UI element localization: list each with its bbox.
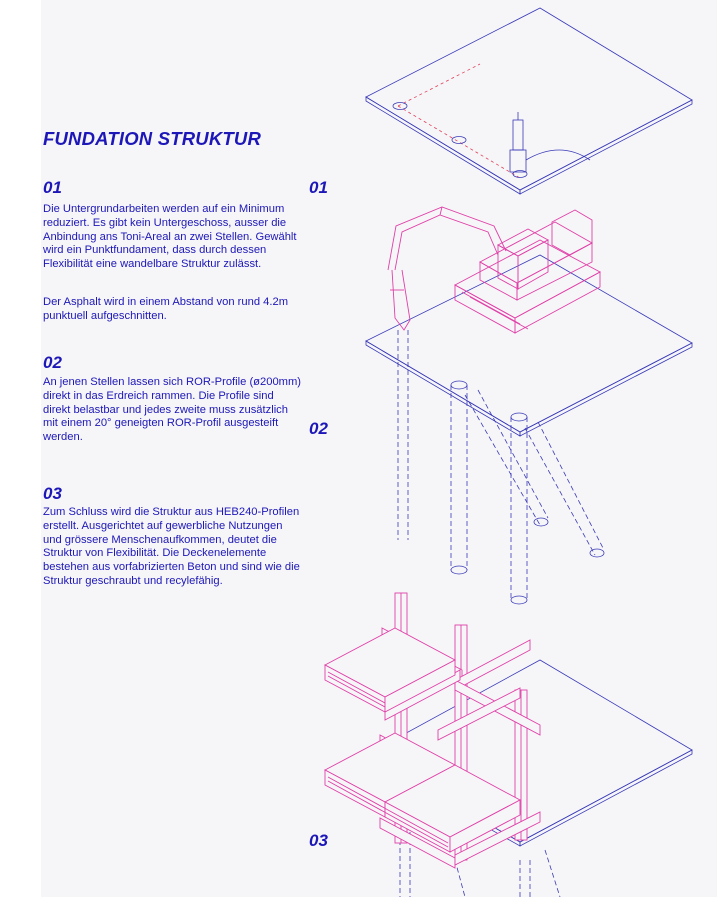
stage-01-slab [366, 8, 692, 194]
diagram-label-02: 02 [309, 419, 328, 438]
page-title: FUNDATION STRUKTUR [43, 128, 262, 149]
stage-02-slab [366, 255, 692, 604]
section-03-paragraph-1: Zum Schluss wird die Struktur aus HEB240-Profilen erstellt. Ausgerichtet auf gewerbliche Nutzungen und grössere Menschenaufkommen, deutet die Struktur von Flexibilität. Die Deckenelemente bestehen aus vorfabrizierten Beton und sind wie die Struktur geschraubt und recylefähig. [43, 506, 300, 587]
diagram-label-03: 03 [309, 831, 328, 850]
section-number-03: 03 [43, 484, 62, 503]
section-number-01: 01 [43, 178, 62, 197]
section-number-02: 02 [43, 353, 62, 372]
section-01-paragraph-2: Der Asphalt wird in einem Abstand von rund 4.2m punktuell aufgeschnitten. [43, 296, 289, 322]
diagram-label-01: 01 [309, 178, 328, 197]
section-02-paragraph-1: An jenen Stellen lassen sich ROR-Profile (ø200mm) direkt in das Erdreich rammen. Die Profile sind direkt belastbar und jedes zweite muss zusätzlich mit einem 20° geneigten ROR-Profil ausgesteift werden. [43, 376, 302, 444]
section-01-paragraph-1: Die Untergrundarbeiten werden auf ein Minimum reduziert. Es gibt kein Untergeschoss, ausser die Anbindung ans Toni-Areal an zwei Stellen. Gewählt wird ein Punktfundament, dass durch dessen Flexibilität eine wandelbare Struktur zulässt. [43, 203, 297, 271]
